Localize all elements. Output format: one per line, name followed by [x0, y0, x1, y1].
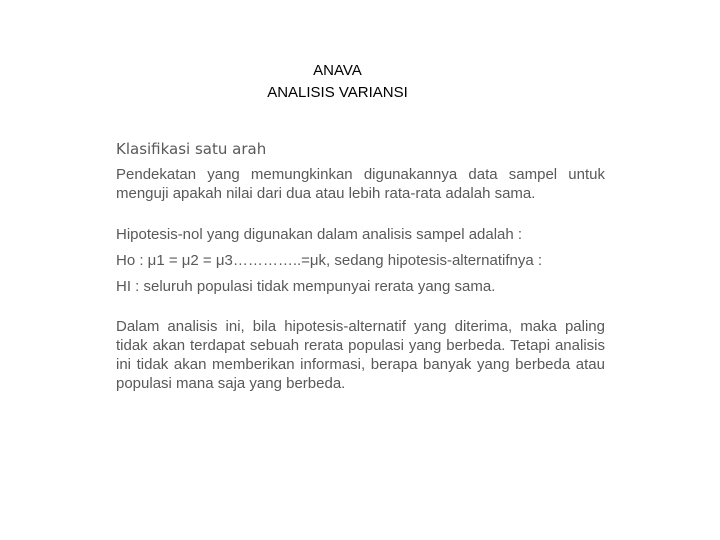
- hypothesis-block: [116, 222, 605, 300]
- title-line-1: ANAVA: [313, 62, 362, 79]
- null-hypothesis: Ho : μ1 = μ2 = μ3…………..=μk, sedang hipotesis-alternatifnya :: [116, 252, 543, 269]
- title-line-2: ANALISIS VARIANSI: [267, 84, 408, 101]
- paragraph-definition: Pendekatan yang memungkinkan digunakannya data sampel untuk menguji apakah nilai dari dua atau lebih rata-rata adalah sama.: [116, 166, 605, 202]
- slide-title: [200, 60, 475, 104]
- subheading: Klasifikasi satu arah: [116, 140, 267, 158]
- paragraph-explanation: Dalam analisis ini, bila hipotesis-alternatif yang diterima, maka paling tidak akan terdapat sebuah rerata populasi yang berbeda. Tetapi analisis ini tidak akan memberikan informasi, berapa banyak yang berbeda atau populasi mana saja yang berbeda.: [116, 318, 605, 392]
- hypothesis-intro: Hipotesis-nol yang digunakan dalam analisis sampel adalah :: [116, 226, 523, 243]
- alternative-hypothesis: HI : seluruh populasi tidak mempunyai rerata yang sama.: [116, 278, 496, 295]
- slide-content: [116, 139, 605, 393]
